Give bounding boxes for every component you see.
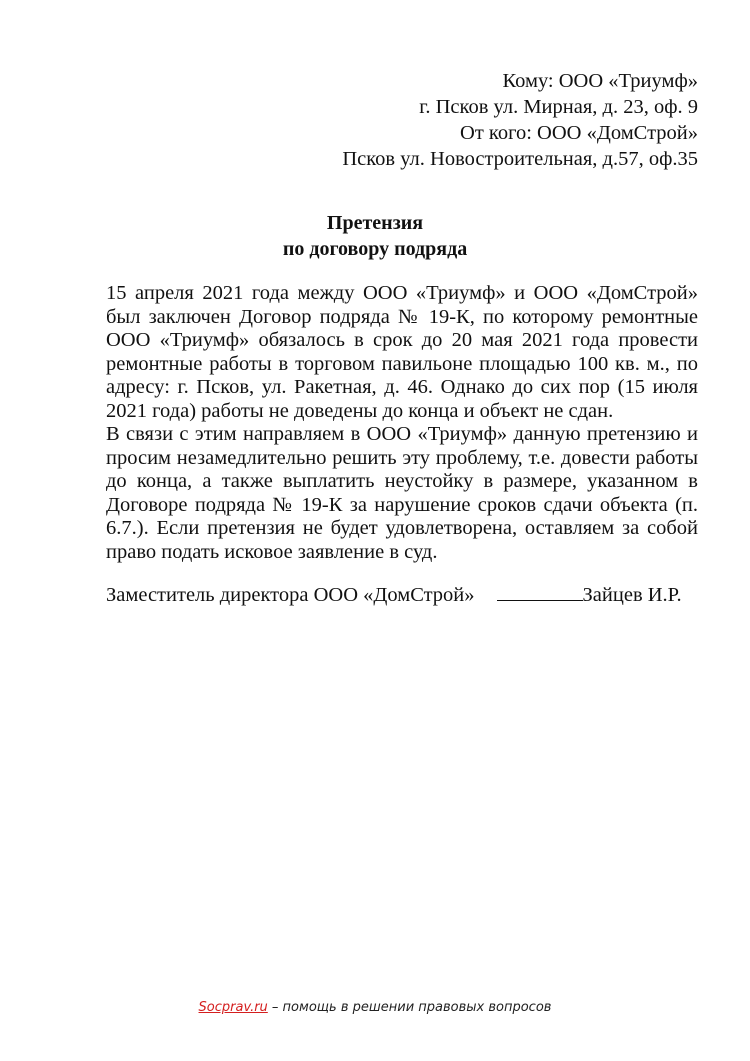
- signature-block: [106, 582, 682, 607]
- addressee-block: [342, 68, 698, 172]
- from-line: От кого: ООО «ДомСтрой»: [460, 122, 698, 144]
- claim-body: [106, 282, 698, 564]
- body-paragraph-1: 15 апреля 2021 года между ООО «Триумф» и ООО «ДомСтрой» был заключен Договор подряда № 19-К, по которому ремонтные ООО «Триумф» обязалось в срок до 20 мая 2021 года провести ремонтные работы в торговом павильоне площадью 100 кв. м., по адресу: г. Псков, ул. Ракетная, д. 46. Однако до сих пор (15 июля 2021 года) работы не доведены до конца и объект не сдан.: [106, 282, 698, 422]
- footer: [0, 1000, 750, 1015]
- signer-position: Заместитель директора ООО «ДомСтрой»: [106, 584, 475, 606]
- document-title: [0, 210, 750, 262]
- to-line: Кому: ООО «Триумф»: [502, 70, 698, 92]
- from-address: Псков ул. Новостроительная, д.57, оф.35: [342, 148, 698, 170]
- to-address: г. Псков ул. Мирная, д. 23, оф. 9: [419, 96, 698, 118]
- footer-tagline: – помощь в решении правовых вопросов: [267, 1000, 552, 1015]
- footer-site-link[interactable]: Socprav.ru: [198, 1000, 268, 1015]
- title-line-2: по договору подряда: [282, 238, 468, 260]
- signature-line: [497, 582, 583, 601]
- title-line-1: Претензия: [326, 212, 424, 234]
- signer-name: Зайцев И.Р.: [582, 584, 682, 606]
- body-paragraph-2: В связи с этим направляем в ООО «Триумф» данную претензию и просим незамедлительно решить эту проблему, т.е. довести работы до конца, а также выплатить неустойку в размере, указанном в Договоре подряда № 19-К за нарушение сроков сдачи объекта (п. 6.7.). Если претензия не будет удовлетворена, оставляем за собой право подать исковое заявление в суд.: [106, 423, 698, 563]
